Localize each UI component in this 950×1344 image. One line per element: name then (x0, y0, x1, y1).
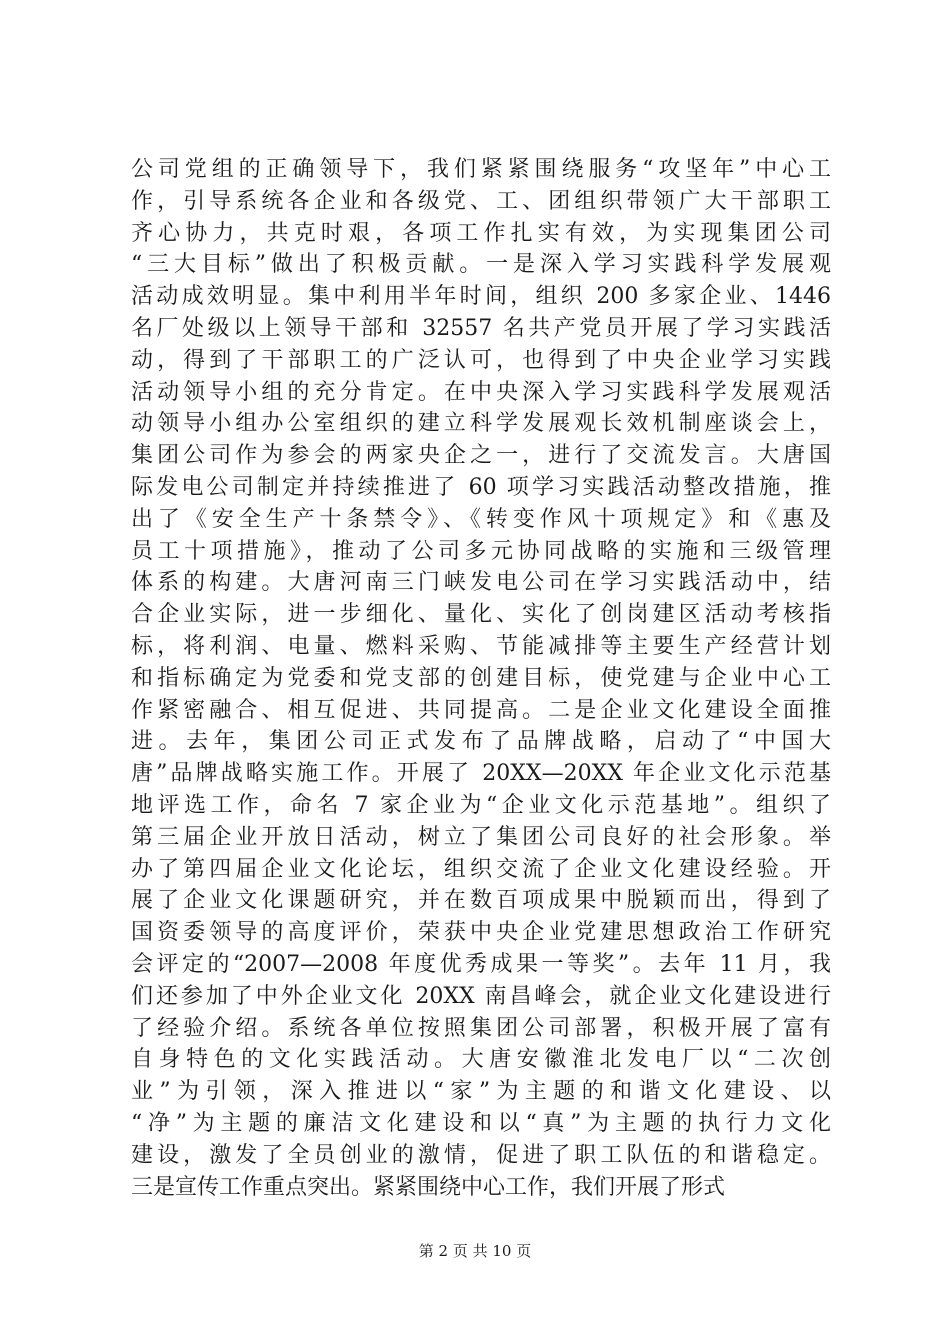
text-line: 际发电公司制定并持续推进了 60 项学习实践活动整改措施，推 (131, 474, 831, 500)
text-line: 展了企业文化课题研究，并在数百项成果中脱颖而出，得到了 (131, 888, 831, 914)
text-line: 了经验介绍。系统各单位按照集团公司部署，积极开展了富有 (131, 1015, 831, 1041)
text-line: 动领导小组办公室组织的建立科学发展观长效机制座谈会上， (131, 411, 831, 437)
text-line: 们还参加了中外企业文化 20XX 南昌峰会，就企业文化建设进行 (131, 983, 831, 1009)
text-line: 齐心协力，共克时艰，各项工作扎实有效，为实现集团公司 (131, 220, 831, 246)
text-line: “净”为主题的廉洁文化建设和以“真”为主题的执行力文化 (131, 1110, 831, 1136)
text-line: 地评选工作，命名 7 家企业为“企业文化示范基地”。组织了 (131, 792, 831, 818)
text-line: 体系的构建。大唐河南三门峡发电公司在学习实践活动中，结 (131, 570, 831, 596)
text-line: 员工十项措施》，推动了公司多元协同战略的实施和三级管理 (131, 538, 831, 564)
text-line: 名厂处级以上领导干部和 32557 名共产党员开展了学习实践活 (131, 315, 831, 341)
text-line: 活动领导小组的充分肯定。在中央深入学习实践科学发展观活 (131, 379, 831, 405)
page-footer: 第 2 页 共 10 页 (418, 1242, 532, 1260)
text-line: 作紧密融合、相互促进、共同提高。二是企业文化建设全面推 (131, 697, 831, 723)
text-line: 标，将利润、电量、燃料采购、节能减排等主要生产经营计划 (131, 633, 831, 659)
text-line: “三大目标”做出了积极贡献。一是深入学习实践科学发展观 (131, 252, 831, 278)
text-line: 作，引导系统各企业和各级党、工、团组织带领广大干部职工 (131, 188, 831, 214)
text-line: 三是宣传工作重点突出。紧紧围绕中心工作，我们开展了形式 (131, 1174, 726, 1200)
text-line: 国资委领导的高度评价，荣获中央企业党建思想政治工作研究 (131, 920, 831, 946)
text-line: 第三届企业开放日活动，树立了集团公司良好的社会形象。举 (131, 824, 831, 850)
text-line: 活动成效明显。集中利用半年时间，组织 200 多家企业、1446 (131, 284, 831, 310)
text-line: 会评定的“2007—2008 年度优秀成果一等奖”。去年 11 月，我 (131, 951, 831, 977)
body-text (131, 154, 831, 1203)
text-line: 进。去年，集团公司正式发布了品牌战略，启动了“中国大 (131, 729, 831, 755)
text-line: 合企业实际，进一步细化、量化、实化了创岗建区活动考核指 (131, 602, 831, 628)
text-line: 业”为引领，深入推进以“家”为主题的和谐文化建设、以 (131, 1079, 831, 1105)
text-line: 出了《安全生产十条禁令》、《转变作风十项规定》和《惠及 (131, 506, 831, 532)
text-line: 公司党组的正确领导下，我们紧紧围绕服务“攻坚年”中心工 (131, 157, 831, 182)
text-line: 和指标确定为党委和党支部的创建目标，使党建与企业中心工 (131, 665, 831, 691)
text-line: 唐”品牌战略实施工作。开展了 20XX—20XX 年企业文化示范基 (131, 761, 831, 787)
text-line: 自身特色的文化实践活动。大唐安徽淮北发电厂以“二次创 (131, 1047, 831, 1073)
text-line: 动，得到了干部职工的广泛认可，也得到了中央企业学习实践 (131, 347, 831, 373)
text-line: 建设，激发了全员创业的激情，促进了职工队伍的和谐稳定。 (131, 1142, 831, 1168)
text-line: 办了第四届企业文化论坛，组织交流了企业文化建设经验。开 (131, 856, 831, 882)
text-line: 集团公司作为参会的两家央企之一，进行了交流发言。大唐国 (131, 443, 831, 469)
